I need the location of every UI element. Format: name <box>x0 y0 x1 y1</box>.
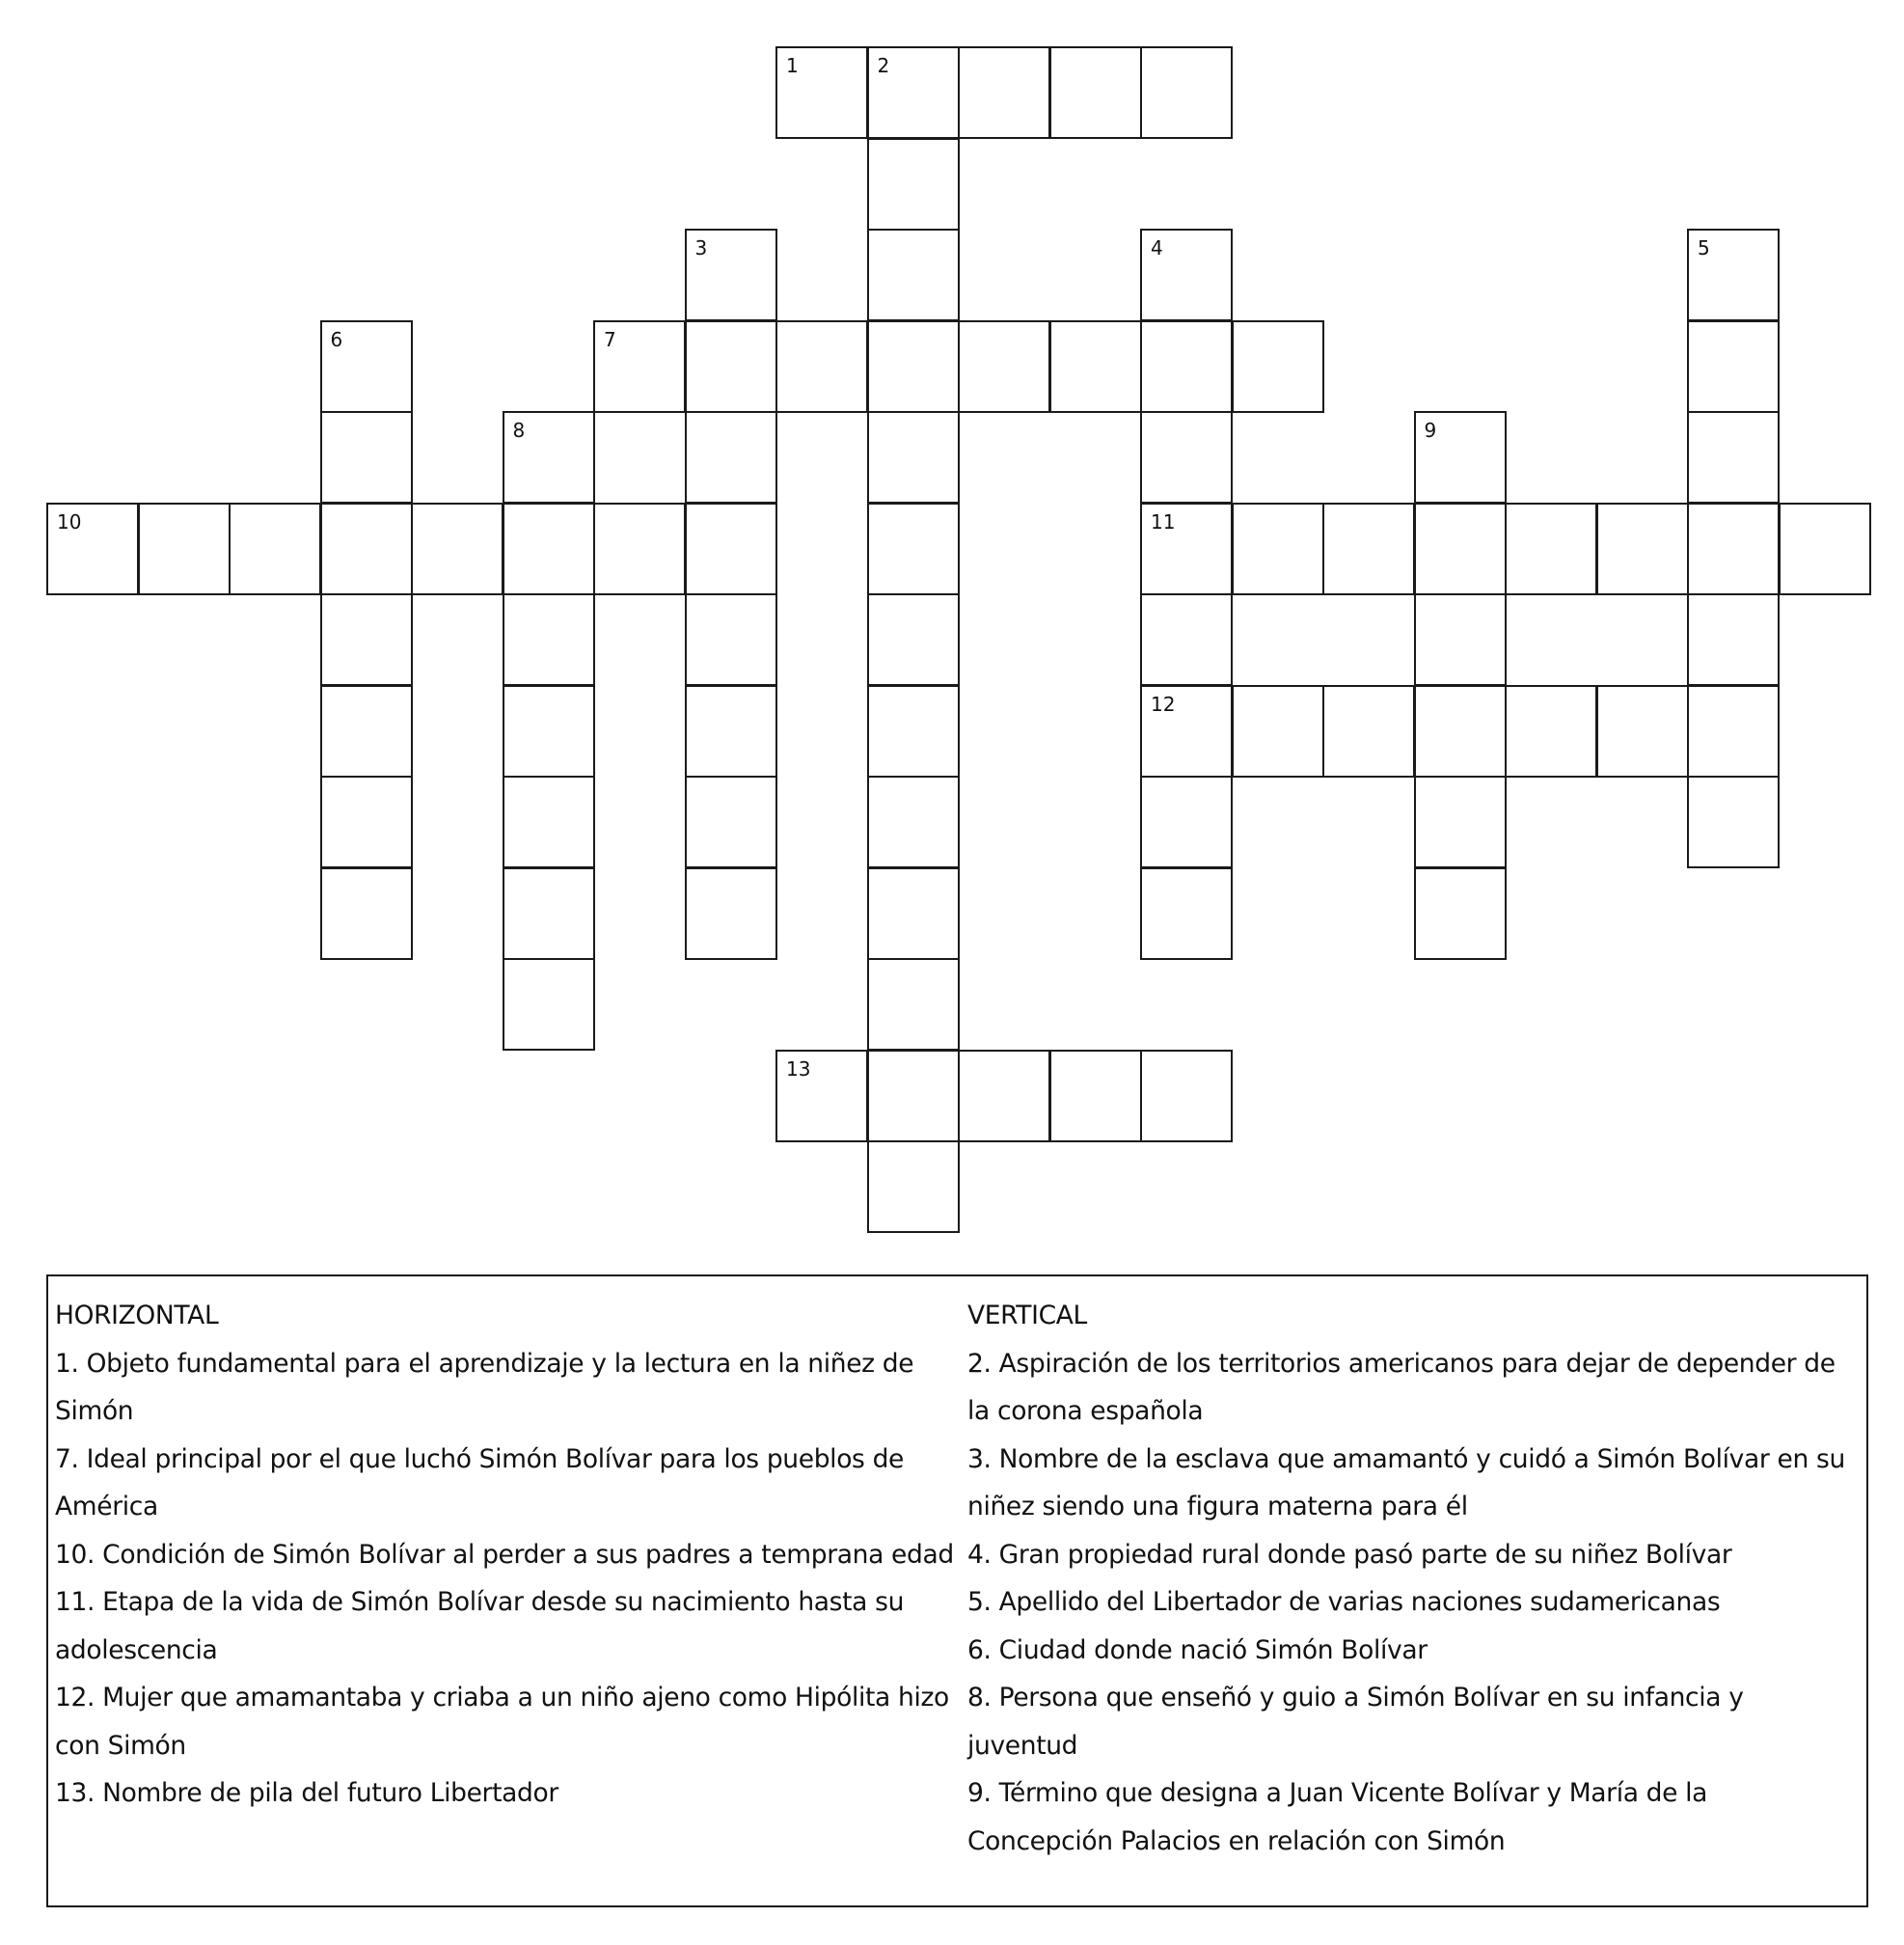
clue-number: 10 <box>57 509 82 534</box>
grid-cell[interactable] <box>685 411 777 504</box>
across-clue-1: 1. Objeto fundamental para el aprendizaje y la lectura en la niñez de Simón <box>55 1348 914 1426</box>
grid-cell[interactable] <box>138 503 231 595</box>
grid-cell[interactable] <box>685 503 777 595</box>
clue-number: 5 <box>1698 236 1710 260</box>
grid-cell[interactable] <box>1232 320 1324 413</box>
grid-cell[interactable] <box>775 320 868 413</box>
grid-cell[interactable] <box>1140 411 1233 504</box>
grid-cell[interactable] <box>320 503 413 595</box>
clue-number: 6 <box>330 327 343 351</box>
down-clue-8: 8. Persona que enseñó y guio a Simón Bolívar en su infancia y juventud <box>967 1683 1744 1761</box>
grid-cell[interactable] <box>867 138 960 231</box>
grid-cell[interactable] <box>320 593 413 686</box>
grid-cell-4[interactable] <box>1140 229 1233 321</box>
grid-cell[interactable] <box>685 685 777 778</box>
clue-number: 1 <box>786 54 799 77</box>
grid-cell-5[interactable] <box>1687 229 1780 321</box>
grid-cell[interactable] <box>320 685 413 778</box>
down-clue-6: 6. Ciudad donde nació Simón Bolívar <box>967 1634 1428 1665</box>
grid-cell[interactable] <box>867 685 960 778</box>
grid-cell[interactable] <box>685 776 777 868</box>
grid-cell[interactable] <box>1322 503 1415 595</box>
down-clue-9: 9. Término que designa a Juan Vicente Bolívar y María de la Concepción Palacios en relación con Simón <box>967 1778 1708 1856</box>
down-clue-2: 2. Aspiración de los territorios americanos para dejar de depender de la corona española <box>967 1348 1836 1426</box>
across-heading: HORIZONTAL <box>55 1301 219 1330</box>
grid-cell[interactable] <box>867 411 960 504</box>
grid-cell[interactable] <box>320 776 413 868</box>
grid-cell[interactable] <box>1232 503 1324 595</box>
grid-cell-1[interactable] <box>775 46 868 139</box>
grid-cell[interactable] <box>1414 503 1507 595</box>
grid-cell[interactable] <box>685 867 777 960</box>
clue-number: 3 <box>694 236 708 260</box>
grid-cell[interactable] <box>1414 593 1507 686</box>
grid-cell[interactable] <box>1687 685 1780 778</box>
grid-cell[interactable] <box>503 593 595 686</box>
clue-number: 9 <box>1424 419 1437 442</box>
down-heading: VERTICAL <box>967 1301 1087 1330</box>
clue-number: 12 <box>1151 692 1176 716</box>
grid-cell[interactable] <box>1687 320 1780 413</box>
grid-cell[interactable] <box>1140 867 1233 960</box>
grid-cell[interactable] <box>1687 776 1780 868</box>
grid-cell[interactable] <box>1322 685 1415 778</box>
grid-cell[interactable] <box>1414 776 1507 868</box>
across-clue-12: 12. Mujer que amamantaba y criaba a un niño ajeno como Hipólita hizo con Simón <box>55 1683 949 1761</box>
grid-cell[interactable] <box>503 867 595 960</box>
grid-cell[interactable] <box>1596 685 1689 778</box>
grid-cell[interactable] <box>867 503 960 595</box>
grid-cell[interactable] <box>867 593 960 686</box>
grid-cell[interactable] <box>503 685 595 778</box>
grid-cell[interactable] <box>1414 867 1507 960</box>
grid-cell-9[interactable] <box>1414 411 1507 504</box>
across-clue-13: 13. Nombre de pila del futuro Libertador <box>55 1778 558 1808</box>
grid-cell[interactable] <box>1049 1050 1142 1142</box>
grid-cell[interactable] <box>503 503 595 595</box>
grid-cell[interactable] <box>1505 503 1597 595</box>
grid-cell[interactable] <box>1049 46 1142 139</box>
grid-cell[interactable] <box>867 1050 960 1142</box>
grid-cell[interactable] <box>1687 593 1780 686</box>
grid-cell[interactable] <box>1779 503 1871 595</box>
grid-cell-11[interactable] <box>1140 503 1233 595</box>
grid-cell[interactable] <box>229 503 321 595</box>
grid-cell-2[interactable] <box>867 46 960 139</box>
grid-cell-8[interactable] <box>503 411 595 504</box>
grid-cell[interactable] <box>1140 1050 1233 1142</box>
grid-cell[interactable] <box>958 46 1050 139</box>
grid-cell-6[interactable] <box>320 320 413 413</box>
down-clue-4: 4. Gran propiedad rural donde pasó parte de su niñez Bolívar <box>967 1539 1732 1570</box>
clue-number: 11 <box>1151 509 1176 534</box>
clue-number: 7 <box>604 327 616 351</box>
grid-cell[interactable] <box>867 867 960 960</box>
grid-cell[interactable] <box>1414 685 1507 778</box>
grid-cell[interactable] <box>320 867 413 960</box>
grid-cell[interactable] <box>1140 46 1233 139</box>
down-clues-column <box>967 1292 1860 1865</box>
grid-cell[interactable] <box>958 1050 1050 1142</box>
clue-number: 2 <box>877 54 890 77</box>
grid-cell[interactable] <box>411 503 503 595</box>
grid-cell[interactable] <box>1140 320 1233 413</box>
grid-cell[interactable] <box>1049 320 1142 413</box>
grid-cell[interactable] <box>1687 503 1780 595</box>
clue-number: 8 <box>512 419 526 442</box>
grid-cell[interactable] <box>867 320 960 413</box>
grid-cell[interactable] <box>1596 503 1689 595</box>
across-clue-11: 11. Etapa de la vida de Simón Bolívar desde su nacimiento hasta su adolescencia <box>55 1587 905 1665</box>
grid-cell-7[interactable] <box>593 320 686 413</box>
grid-cell[interactable] <box>320 411 413 504</box>
across-clue-7: 7. Ideal principal por el que luchó Simón Bolívar para los pueblos de América <box>55 1443 905 1521</box>
grid-cell[interactable] <box>867 1140 960 1233</box>
grid-cell[interactable] <box>503 958 595 1051</box>
grid-cell-12[interactable] <box>1140 685 1233 778</box>
grid-cell[interactable] <box>867 776 960 868</box>
grid-cell[interactable] <box>593 503 686 595</box>
grid-cell[interactable] <box>1140 593 1233 686</box>
clue-box <box>46 1274 1868 1907</box>
grid-cell-10[interactable] <box>46 503 139 595</box>
down-clue-3: 3. Nombre de la esclava que amamantó y cuidó a Simón Bolívar en su niñez siendo una figura materna para él <box>967 1443 1845 1521</box>
grid-cell[interactable] <box>1687 411 1780 504</box>
across-clues-column <box>55 1292 964 1818</box>
across-clue-10: 10. Condición de Simón Bolívar al perder a sus padres a temprana edad <box>55 1539 954 1570</box>
grid-cell-3[interactable] <box>685 229 777 321</box>
grid-cell[interactable] <box>1140 776 1233 868</box>
grid-cell[interactable] <box>867 229 960 321</box>
grid-cell[interactable] <box>1232 685 1324 778</box>
grid-cell-13[interactable] <box>775 1050 868 1142</box>
grid-cell[interactable] <box>867 958 960 1051</box>
down-clue-5: 5. Apellido del Libertador de varias naciones sudamericanas <box>967 1587 1721 1617</box>
grid-cell[interactable] <box>685 320 777 413</box>
grid-cell[interactable] <box>685 593 777 686</box>
clue-number: 13 <box>786 1056 811 1081</box>
clue-number: 4 <box>1151 236 1163 260</box>
grid-cell[interactable] <box>958 320 1050 413</box>
grid-cell[interactable] <box>1505 685 1597 778</box>
grid-cell[interactable] <box>503 776 595 868</box>
